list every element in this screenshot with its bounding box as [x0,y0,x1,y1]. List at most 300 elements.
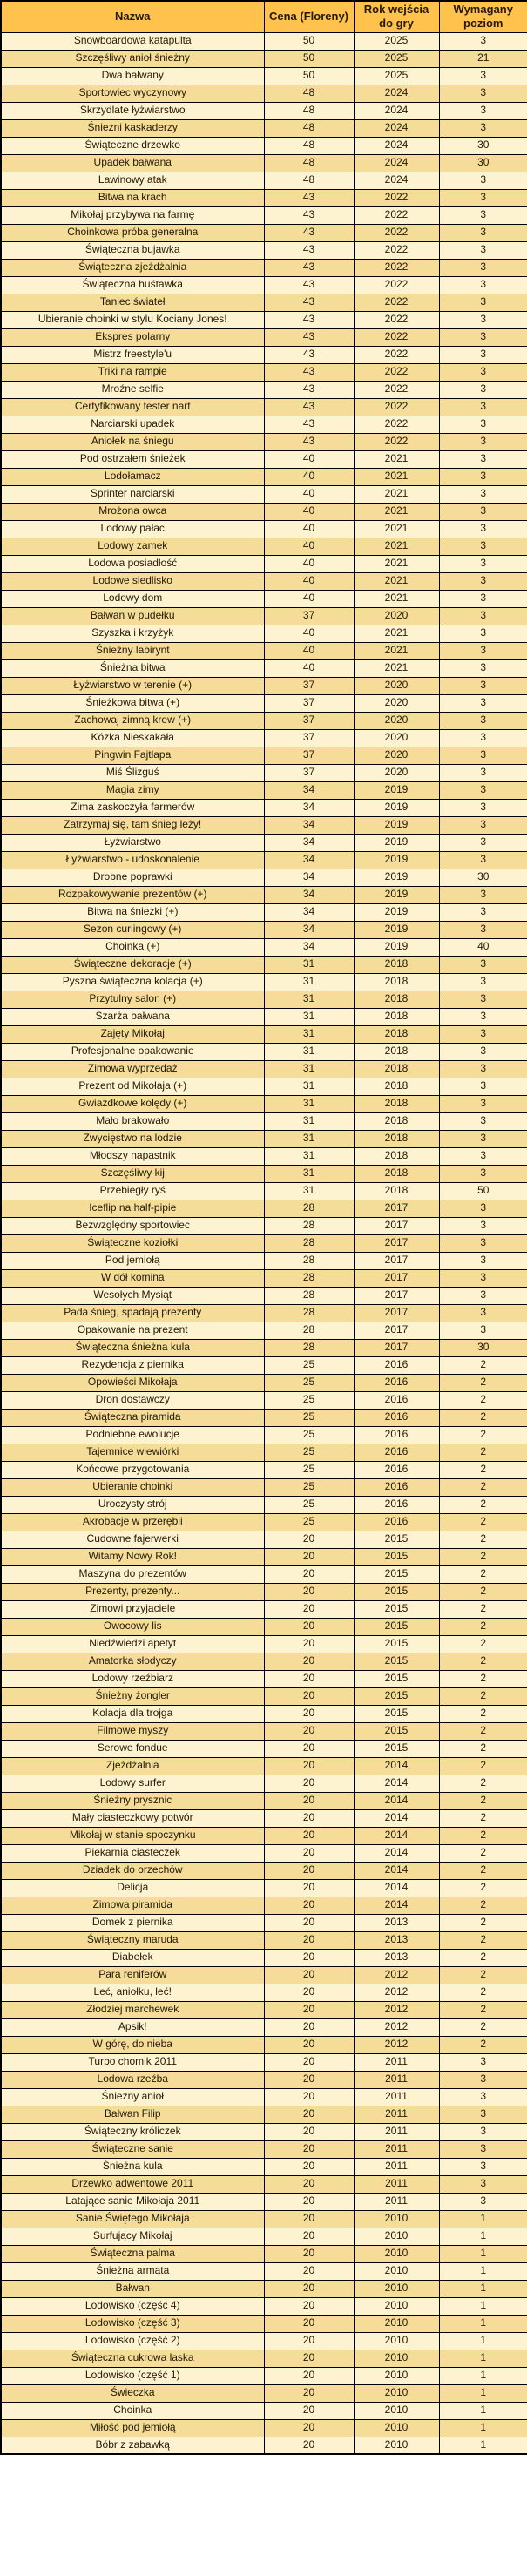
item-year: 2022 [354,206,439,224]
item-price: 43 [264,416,354,433]
column-header-price: Cena (Floreny) [264,1,354,32]
item-name: Turbo chomik 2011 [1,2053,264,2071]
item-year: 2010 [354,2402,439,2419]
item-price: 48 [264,137,354,154]
item-name: Zachowaj zimną krew (+) [1,712,264,729]
item-price: 20 [264,1775,354,1792]
item-name: Drobne poprawki [1,869,264,886]
table-row [1,1757,527,1775]
item-year: 2010 [354,2245,439,2262]
item-year: 2015 [354,1565,439,1583]
item-name: Aniołek na śniegu [1,433,264,450]
item-price: 20 [264,1531,354,1548]
table-row [1,869,527,886]
item-name: Certyfikowany tester nart [1,398,264,416]
item-year: 2022 [354,363,439,381]
item-name: Sprinter narciarski [1,485,264,503]
item-level: 2 [439,1600,527,1618]
item-name: Latające sanie Mikołaja 2011 [1,2193,264,2210]
item-level: 2 [439,1949,527,1966]
item-year: 2024 [354,102,439,119]
item-name: Opowieści Mikołaja [1,1374,264,1391]
item-year: 2011 [354,2088,439,2106]
item-year: 2020 [354,694,439,712]
item-price: 43 [264,276,354,294]
item-price: 37 [264,764,354,781]
item-name: Bitwa na śnieżki (+) [1,903,264,921]
item-level: 3 [439,991,527,1008]
item-year: 2020 [354,729,439,747]
item-price: 50 [264,50,354,67]
item-year: 2025 [354,50,439,67]
item-name: Lodowy surfer [1,1775,264,1792]
item-level: 2 [439,1687,527,1705]
item-name: Mrożona owca [1,503,264,520]
item-price: 20 [264,1862,354,1879]
item-name: Miś Ślizguś [1,764,264,781]
item-year: 2019 [354,886,439,903]
table-row [1,85,527,102]
item-level: 1 [439,2332,527,2350]
item-name: Śnieżna armata [1,2262,264,2280]
item-level: 3 [439,224,527,241]
item-year: 2011 [354,2175,439,2193]
table-row [1,2384,527,2402]
item-name: W górę, do nieba [1,2036,264,2053]
item-price: 43 [264,381,354,398]
item-name: Śnieżna bitwa [1,659,264,677]
item-level: 3 [439,816,527,834]
item-price: 40 [264,468,354,485]
item-name: Choinka [1,2402,264,2419]
item-level: 3 [439,555,527,572]
item-name: Mało brakowało [1,1112,264,1130]
table-row [1,224,527,241]
item-price: 20 [264,2332,354,2350]
table-row [1,1879,527,1897]
item-name: Świąteczna huśtawka [1,276,264,294]
item-name: Świąteczna zjeżdżalnia [1,259,264,276]
item-name: Sezon curlingowy (+) [1,921,264,938]
item-name: Pod jemiołą [1,1252,264,1269]
item-price: 43 [264,224,354,241]
item-name: Łyżwiarstwo - udoskonalenie [1,851,264,869]
table-row [1,1792,527,1809]
item-year: 2010 [354,2228,439,2245]
item-level: 3 [439,416,527,433]
item-level: 3 [439,886,527,903]
item-year: 2015 [354,1687,439,1705]
item-year: 2011 [354,2123,439,2140]
item-level: 3 [439,67,527,85]
table-row [1,2036,527,2053]
item-name: Witamy Nowy Rok! [1,1548,264,1565]
item-level: 3 [439,1060,527,1078]
item-name: Snowboardowa katapulta [1,32,264,50]
item-price: 20 [264,1705,354,1722]
item-level: 3 [439,189,527,206]
item-name: Podniebne ewolucje [1,1426,264,1444]
item-name: Ekspres polarny [1,328,264,346]
item-name: Lodowy rzeźbiarz [1,1670,264,1687]
item-price: 28 [264,1304,354,1322]
table-row [1,2053,527,2071]
item-price: 28 [264,1252,354,1269]
table-row [1,956,527,973]
item-price: 20 [264,1966,354,1984]
item-level: 3 [439,799,527,816]
item-year: 2021 [354,468,439,485]
item-price: 20 [264,2210,354,2228]
item-name: Bałwan [1,2280,264,2297]
item-name: Szczęśliwy kij [1,1165,264,1182]
item-level: 2 [439,1635,527,1653]
item-level: 3 [439,2053,527,2071]
table-row [1,1112,527,1130]
item-year: 2016 [354,1391,439,1409]
item-year: 2012 [354,1984,439,2001]
item-price: 20 [264,2297,354,2315]
item-price: 20 [264,1722,354,1740]
item-level: 21 [439,50,527,67]
item-level: 3 [439,119,527,137]
table-row [1,1461,527,1478]
item-name: Lodowa posiadłość [1,555,264,572]
item-name: Świąteczny maruda [1,1931,264,1949]
item-year: 2013 [354,1931,439,1949]
table-row [1,381,527,398]
item-year: 2015 [354,1635,439,1653]
item-year: 2022 [354,224,439,241]
table-row [1,241,527,259]
item-year: 2016 [354,1496,439,1513]
item-year: 2010 [354,2332,439,2350]
item-price: 50 [264,67,354,85]
item-name: Łyżwiarstwo [1,834,264,851]
item-level: 3 [439,520,527,538]
item-year: 2018 [354,1095,439,1112]
item-price: 20 [264,2315,354,2332]
item-price: 43 [264,311,354,328]
item-price: 31 [264,1112,354,1130]
item-price: 40 [264,538,354,555]
item-name: Lodowisko (część 2) [1,2332,264,2350]
item-year: 2018 [354,1060,439,1078]
item-price: 34 [264,816,354,834]
item-level: 3 [439,1025,527,1043]
item-level: 3 [439,32,527,50]
item-year: 2017 [354,1322,439,1339]
item-price: 25 [264,1426,354,1444]
item-level: 1 [439,2297,527,2315]
item-level: 3 [439,1043,527,1060]
item-name: Rozpakowywanie prezentów (+) [1,886,264,903]
item-level: 50 [439,1182,527,1200]
item-level: 3 [439,1252,527,1269]
table-row [1,659,527,677]
table-row [1,450,527,468]
item-year: 2021 [354,485,439,503]
item-level: 3 [439,363,527,381]
table-row [1,503,527,520]
item-level: 1 [439,2419,527,2437]
item-name: Amatorka słodyczy [1,1653,264,1670]
table-row [1,851,527,869]
item-name: Lodowisko (część 4) [1,2297,264,2315]
item-name: Lodowy dom [1,590,264,607]
item-level: 2 [439,1374,527,1391]
item-year: 2021 [354,590,439,607]
item-price: 34 [264,938,354,956]
table-row [1,1531,527,1548]
item-level: 2 [439,1914,527,1931]
item-year: 2010 [354,2315,439,2332]
item-level: 3 [439,1095,527,1112]
item-year: 2016 [354,1374,439,1391]
item-year: 2014 [354,1757,439,1775]
item-year: 2018 [354,1025,439,1043]
table-row [1,1670,527,1687]
item-price: 31 [264,956,354,973]
item-price: 34 [264,799,354,816]
item-price: 25 [264,1478,354,1496]
item-name: Akrobacje w przerębli [1,1513,264,1531]
table-row [1,1653,527,1670]
item-level: 3 [439,712,527,729]
item-price: 20 [264,1618,354,1635]
item-level: 3 [439,1147,527,1165]
item-level: 3 [439,450,527,468]
table-row [1,520,527,538]
item-price: 20 [264,2001,354,2018]
item-level: 3 [439,834,527,851]
item-price: 43 [264,241,354,259]
item-price: 37 [264,607,354,625]
item-year: 2015 [354,1653,439,1670]
table-row [1,903,527,921]
table-row [1,1078,527,1095]
item-year: 2017 [354,1234,439,1252]
table-row [1,1217,527,1234]
item-name: Pod ostrzałem śnieżek [1,450,264,468]
item-name: Bałwan w pudełku [1,607,264,625]
table-row [1,2245,527,2262]
table-row [1,1600,527,1618]
item-level: 3 [439,468,527,485]
item-level: 3 [439,1269,527,1287]
table-row [1,328,527,346]
item-level: 3 [439,572,527,590]
table-row [1,1409,527,1426]
item-year: 2014 [354,1862,439,1879]
item-name: Mały ciasteczkowy potwór [1,1809,264,1827]
item-price: 40 [264,555,354,572]
item-year: 2015 [354,1618,439,1635]
item-name: Kózka Nieskakała [1,729,264,747]
item-year: 2019 [354,816,439,834]
table-row [1,1130,527,1147]
item-price: 25 [264,1409,354,1426]
item-year: 2024 [354,172,439,189]
item-price: 31 [264,1025,354,1043]
item-price: 31 [264,1130,354,1147]
table-row [1,2175,527,2193]
item-level: 3 [439,311,527,328]
item-price: 31 [264,973,354,991]
item-price: 43 [264,346,354,363]
item-level: 2 [439,1722,527,1740]
table-row [1,2350,527,2367]
item-name: Zwycięstwo na lodzie [1,1130,264,1147]
item-name: Przytulny salon (+) [1,991,264,1008]
item-name: Szczęśliwy anioł śnieżny [1,50,264,67]
item-year: 2021 [354,659,439,677]
table-row [1,1025,527,1043]
item-price: 25 [264,1444,354,1461]
table-body [1,32,527,2454]
item-name: Zima zaskoczyła farmerów [1,799,264,816]
table-row [1,1095,527,1112]
item-level: 3 [439,956,527,973]
table-row [1,1496,527,1513]
item-level: 40 [439,938,527,956]
item-price: 43 [264,189,354,206]
item-price: 20 [264,1757,354,1775]
item-price: 43 [264,433,354,450]
item-year: 2012 [354,2018,439,2036]
item-year: 2018 [354,1165,439,1182]
item-level: 2 [439,1426,527,1444]
item-level: 3 [439,85,527,102]
item-price: 20 [264,1600,354,1618]
item-level: 30 [439,869,527,886]
item-name: Śnieżny labirynt [1,642,264,659]
item-year: 2024 [354,137,439,154]
item-year: 2019 [354,851,439,869]
item-name: Zjeżdżalnia [1,1757,264,1775]
item-price: 25 [264,1513,354,1531]
item-level: 3 [439,1130,527,1147]
table-row [1,2018,527,2036]
table-row [1,1008,527,1025]
item-name: Rezydencja z piernika [1,1356,264,1374]
item-level: 1 [439,2210,527,2228]
item-price: 34 [264,886,354,903]
item-year: 2020 [354,677,439,694]
item-level: 3 [439,729,527,747]
item-price: 43 [264,259,354,276]
table-row [1,2106,527,2123]
item-name: Bezwzględny sportowiec [1,1217,264,1234]
item-level: 2 [439,1409,527,1426]
table-row [1,834,527,851]
table-row [1,816,527,834]
item-name: Choinka (+) [1,938,264,956]
item-level: 2 [439,1844,527,1862]
item-level: 2 [439,1670,527,1687]
item-name: Lodowisko (część 1) [1,2367,264,2384]
item-name: Śnieżkowa bitwa (+) [1,694,264,712]
item-year: 2011 [354,2106,439,2123]
item-price: 43 [264,363,354,381]
item-year: 2022 [354,241,439,259]
item-level: 3 [439,294,527,311]
item-name: Śnieżny prysznic [1,1792,264,1809]
item-name: Lodowa rzeźba [1,2071,264,2088]
item-level: 3 [439,903,527,921]
item-name: Zajęty Mikołaj [1,1025,264,1043]
item-name: Świąteczna bujawka [1,241,264,259]
table-row [1,1391,527,1409]
item-year: 2018 [354,1147,439,1165]
item-level: 3 [439,2175,527,2193]
item-level: 3 [439,276,527,294]
item-level: 2 [439,1705,527,1722]
item-price: 20 [264,1949,354,1966]
table-row [1,781,527,799]
item-level: 2 [439,1478,527,1496]
item-level: 2 [439,1792,527,1809]
table-row [1,1234,527,1252]
item-year: 2022 [354,328,439,346]
column-header-year: Rok wejścia do gry [354,1,439,32]
item-year: 2014 [354,1775,439,1792]
item-year: 2014 [354,1844,439,1862]
item-name: Taniec świateł [1,294,264,311]
table-row [1,1740,527,1757]
item-year: 2018 [354,973,439,991]
table-row [1,2367,527,2384]
table-row [1,102,527,119]
item-name: Apsik! [1,2018,264,2036]
item-name: Piekarnia ciasteczek [1,1844,264,1862]
item-level: 3 [439,1008,527,1025]
item-name: Leć, aniołku, leć! [1,1984,264,2001]
item-price: 20 [264,1670,354,1687]
item-year: 2010 [354,2210,439,2228]
table-row [1,1478,527,1496]
item-price: 20 [264,2018,354,2036]
table-row [1,1339,527,1356]
table-row [1,2123,527,2140]
item-name: Bitwa na krach [1,189,264,206]
item-level: 2 [439,1583,527,1600]
table-row [1,677,527,694]
table-row [1,1147,527,1165]
item-year: 2017 [354,1200,439,1217]
item-name: Dron dostawczy [1,1391,264,1409]
item-year: 2022 [354,433,439,450]
item-level: 2 [439,1548,527,1565]
table-row [1,1513,527,1531]
table-row [1,172,527,189]
item-level: 2 [439,1879,527,1897]
item-level: 3 [439,241,527,259]
table-row [1,607,527,625]
item-price: 28 [264,1269,354,1287]
item-price: 31 [264,1182,354,1200]
item-price: 20 [264,1653,354,1670]
item-name: Zimowa wyprzedaż [1,1060,264,1078]
item-level: 2 [439,1966,527,1984]
item-price: 20 [264,1931,354,1949]
item-price: 34 [264,903,354,921]
item-year: 2014 [354,1792,439,1809]
table-row [1,694,527,712]
item-level: 2 [439,1653,527,1670]
item-price: 25 [264,1496,354,1513]
item-year: 2021 [354,555,439,572]
